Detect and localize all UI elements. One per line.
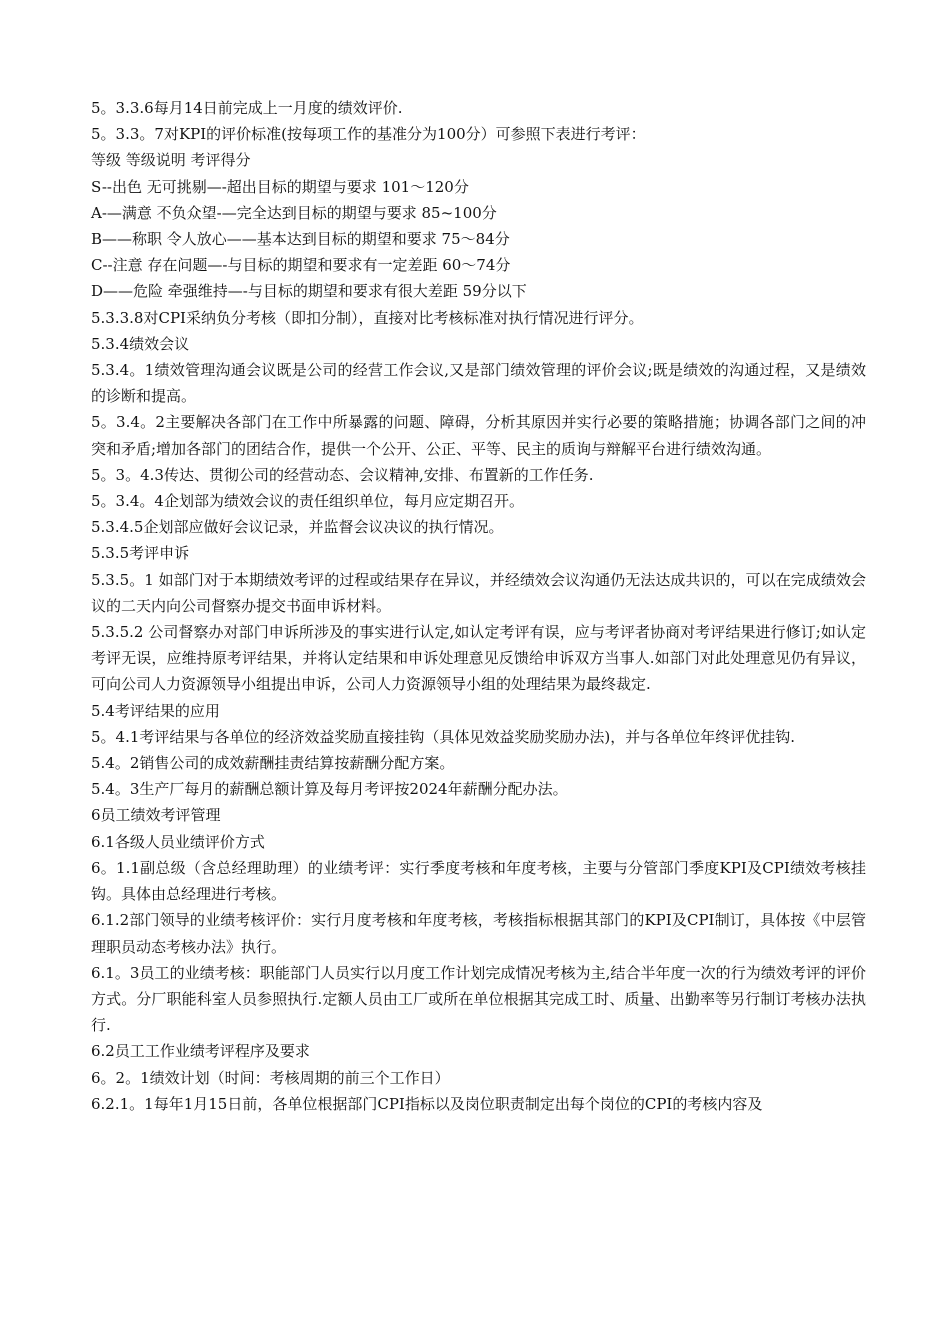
table-header-line: 等级 等级说明 考评得分	[91, 151, 251, 170]
paragraph: 6.2.1。1每年1月15日前，各单位根据部门CPI指标以及岗位职责制定出每个岗位的CPI的考核内容及	[91, 1094, 763, 1113]
paragraph: 5.3.5.2 公司督察办对部门申诉所涉及的事实进行认定,如认定考评有误，应与考评者协商对考评结果进行修订;如认定考评无误，应维持原考评结果，并将认定结果和申诉处理意见反馈给申诉双方当事人.如部门对此处理意见仍有异议，可向公司人力资源领导小组提出申诉，公司人力资源领导小组的处理结果为最终裁定.	[91, 623, 866, 694]
grade-line: C--注意 存在问题—-与目标的期望和要求有一定差距 60～74分	[91, 256, 511, 275]
paragraph: 6。2。1绩效计划（时间：考核周期的前三个工作日）	[91, 1068, 450, 1087]
paragraph: 5。3。4.3传达、贯彻公司的经营动态、会议精神,安排、布置新的工作任务.	[91, 465, 594, 484]
grade-line: D——危险 牵强维持—-与目标的期望和要求有很大差距 59分以下	[91, 282, 527, 301]
paragraph: 5.3.4.5企划部应做好会议记录，并监督会议决议的执行情况。	[91, 518, 504, 537]
paragraph: 5.4。2销售公司的成效薪酬挂责结算按薪酬分配方案。	[91, 754, 455, 773]
paragraph: 5.3.5。1 如部门对于本期绩效考评的过程或结果存在异议，并经绩效会议沟通仍无法达成共识的，可以在完成绩效会议的二天内向公司督察办提交书面申诉材料。	[91, 570, 866, 615]
grade-line: S--出色 无可挑剔—-超出目标的期望与要求 101～120分	[91, 177, 469, 196]
paragraph: 5。3.3.6每月14日前完成上一月度的绩效评价.	[91, 99, 403, 117]
grade-line: B——称职 令人放心——基本达到目标的期望和要求 75～84分	[91, 230, 510, 249]
paragraph: 5.4。3生产厂每月的薪酬总额计算及每月考评按2024年薪酬分配办法。	[91, 780, 568, 799]
paragraph: 5.3.4。1绩效管理沟通会议既是公司的经营工作会议,又是部门绩效管理的评价会议;既是绩效的沟通过程，又是绩效的诊断和提高。	[91, 361, 866, 406]
section-heading: 5.4考评结果的应用	[91, 701, 220, 720]
paragraph: 6。1.1副总级（含总经理助理）的业绩考评：实行季度考核和年度考核，主要与分管部门季度KPI及CPI绩效考核挂钩。具体由总经理进行考核。	[91, 858, 866, 904]
section-heading: 6.1各级人员业绩评价方式	[91, 832, 265, 851]
document-page	[91, 95, 866, 1117]
section-heading: 6.2员工工作业绩考评程序及要求	[91, 1042, 310, 1061]
paragraph: 5。3.3。7对KPI的评价标准(按每项工作的基准分为100分）可参照下表进行考评：	[91, 125, 646, 144]
paragraph: 5。4.1考评结果与各单位的经济效益奖励直接挂钩（具体见效益奖励奖励办法)，并与各单位年终评优挂钩.	[91, 727, 796, 746]
section-heading: 5.3.4绩效会议	[91, 334, 190, 353]
section-heading: 6员工绩效考评管理	[91, 806, 221, 825]
paragraph: 5。3.4。4企划部为绩效会议的责任组织单位，每月应定期召开。	[91, 492, 524, 511]
grade-line: A-—满意 不负众望-—完全达到目标的期望与要求 85~100分	[91, 203, 497, 222]
paragraph: 5。3.4。2主要解决各部门在工作中所暴露的问题、障碍，分析其原因并实行必要的策略措施；协调各部门之间的冲突和矛盾;增加各部门的团结合作，提供一个公开、公正、平等、民主的质询与辩解平台进行绩效沟通。	[91, 413, 866, 458]
section-heading: 5.3.5考评申诉	[91, 544, 190, 563]
paragraph: 5.3.3.8对CPI采纳负分考核（即扣分制），直接对比考核标准对执行情况进行评分。	[91, 308, 644, 327]
paragraph: 6.1。3员工的业绩考核：职能部门人员实行以月度工作计划完成情况考核为主,结合半年度一次的行为绩效考评的评价方式。分厂职能科室人员参照执行.定额人员由工厂或所在单位根据其完成工时、质量、出勤率等另行制订考核办法执行.	[91, 963, 866, 1035]
paragraph: 6.1.2部门领导的业绩考核评价：实行月度考核和年度考核，考核指标根据其部门的KPI及CPI制订，具体按《中层管理职员动态考核办法》执行。	[91, 911, 866, 956]
